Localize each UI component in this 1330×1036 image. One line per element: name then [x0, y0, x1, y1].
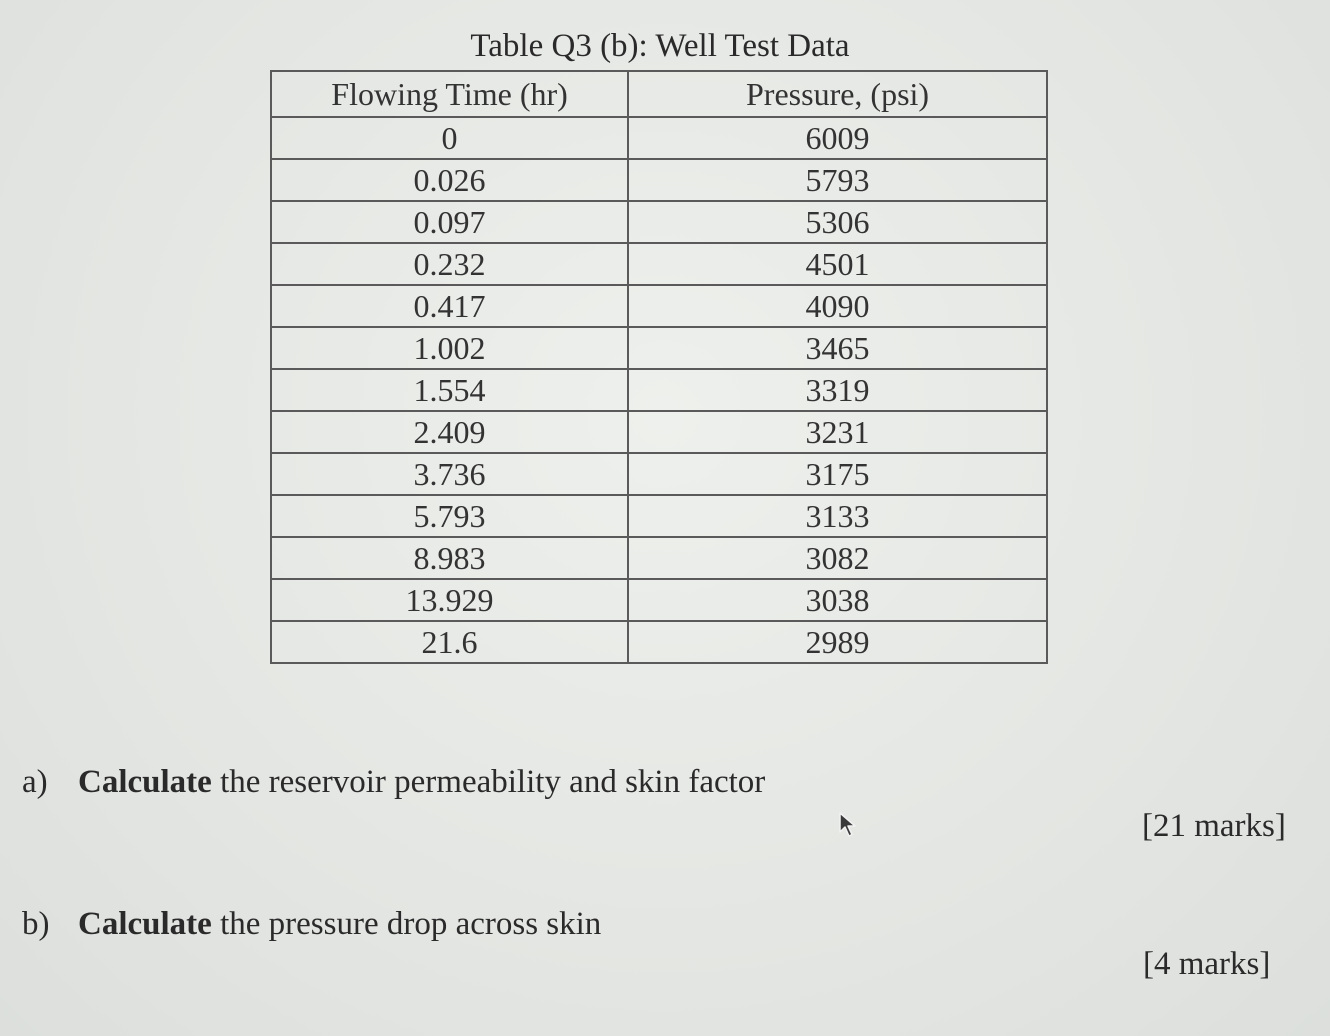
header-row [271, 71, 1047, 117]
question-a [22, 762, 765, 802]
question-b-marks: [4 marks] [1143, 946, 1271, 982]
flowing-time-cell: 0.417 [271, 285, 628, 327]
table-row [271, 579, 1047, 621]
table-row [271, 537, 1047, 579]
header-pressure: Pressure, (psi) [628, 71, 1047, 117]
header-flowing-time: Flowing Time (hr) [271, 71, 628, 117]
table-header [271, 71, 1047, 117]
question-b-verb: Calculate [78, 906, 212, 942]
pressure-cell: 3133 [628, 495, 1047, 537]
table-row [271, 201, 1047, 243]
table-row [271, 453, 1047, 495]
table-title: Table Q3 (b): Well Test Data [470, 28, 850, 64]
table-row [271, 117, 1047, 159]
question-a-verb: Calculate [78, 764, 212, 800]
pointer-arrow-icon [838, 812, 860, 838]
flowing-time-cell: 21.6 [271, 621, 628, 663]
flowing-time-cell: 1.554 [271, 369, 628, 411]
pressure-cell: 4501 [628, 243, 1047, 285]
flowing-time-cell: 0.097 [271, 201, 628, 243]
pressure-cell: 5793 [628, 159, 1047, 201]
flowing-time-cell: 0 [271, 117, 628, 159]
flowing-time-cell: 0.232 [271, 243, 628, 285]
pressure-cell: 2989 [628, 621, 1047, 663]
table-row [271, 495, 1047, 537]
table-row [271, 327, 1047, 369]
question-a-marks: [21 marks] [1142, 808, 1286, 844]
well-test-data-table [270, 70, 1048, 664]
flowing-time-cell: 13.929 [271, 579, 628, 621]
table-row [271, 243, 1047, 285]
question-b-letter: b) [22, 906, 50, 942]
flowing-time-cell: 0.026 [271, 159, 628, 201]
pressure-cell: 3082 [628, 537, 1047, 579]
flowing-time-cell: 2.409 [271, 411, 628, 453]
pressure-cell: 3231 [628, 411, 1047, 453]
pressure-cell: 5306 [628, 201, 1047, 243]
question-a-letter: a) [22, 764, 48, 800]
pressure-cell: 3038 [628, 579, 1047, 621]
table-row [271, 411, 1047, 453]
question-b [22, 904, 601, 944]
pressure-cell: 3175 [628, 453, 1047, 495]
question-b-text: the pressure drop across skin [211, 906, 602, 942]
pressure-cell: 6009 [628, 117, 1047, 159]
pressure-cell: 4090 [628, 285, 1047, 327]
flowing-time-cell: 1.002 [271, 327, 628, 369]
flowing-time-cell: 5.793 [271, 495, 628, 537]
pressure-cell: 3465 [628, 327, 1047, 369]
question-a-text: the reservoir permeability and skin factor [211, 764, 766, 800]
table-row [271, 369, 1047, 411]
table-body [271, 117, 1047, 663]
flowing-time-cell: 8.983 [271, 537, 628, 579]
table-row [271, 621, 1047, 663]
flowing-time-cell: 3.736 [271, 453, 628, 495]
table-row [271, 285, 1047, 327]
table-row [271, 159, 1047, 201]
pressure-cell: 3319 [628, 369, 1047, 411]
